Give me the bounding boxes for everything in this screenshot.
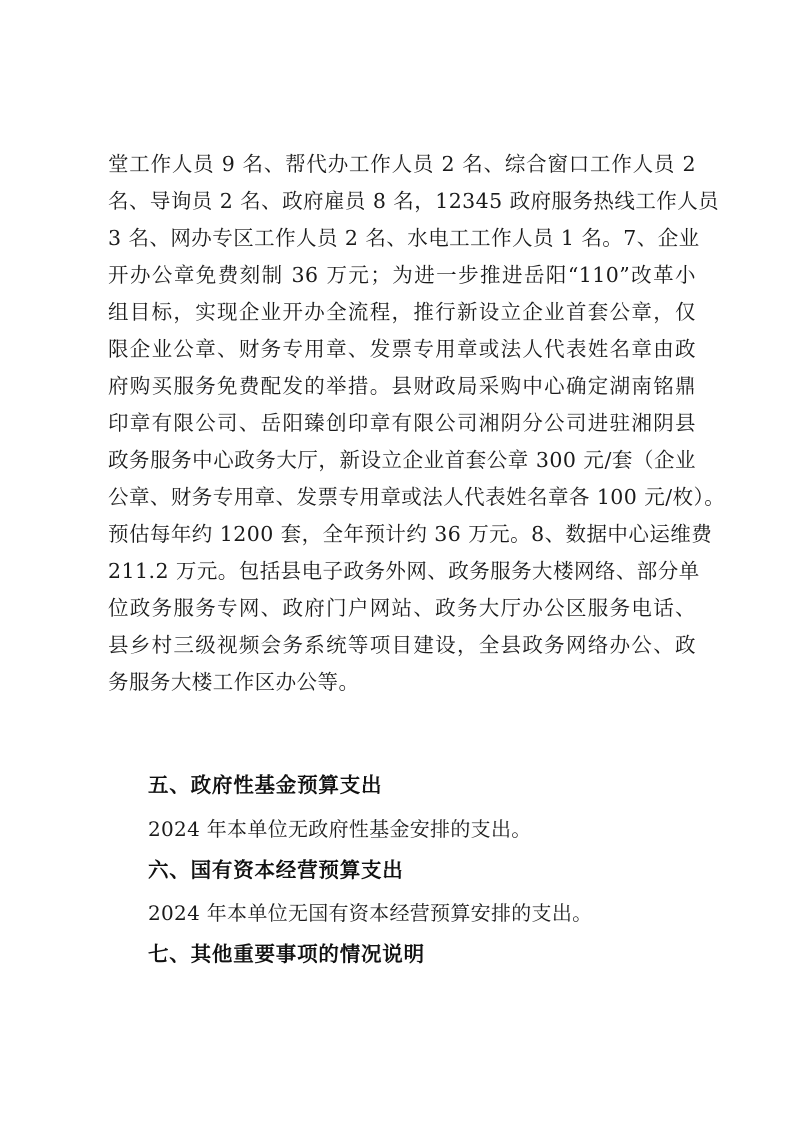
text-line: 堂工作人员 9 名、帮代办工作人员 2 名、综合窗口工作人员 2 [108, 152, 696, 176]
section-paragraph-6: 2024 年本单位无国有资本经营预算安排的支出。 [148, 901, 593, 925]
section-heading-5: 五、政府性基金预算支出 [148, 773, 383, 797]
text-line: 务服务大楼工作区办公等。 [108, 670, 360, 694]
text-line: 县乡村三级视频会务系统等项目建设，全县政务网络办公、政 [108, 633, 696, 657]
text-line: 府购买服务免费配发的举措。县财政局采购中心确定湖南铭鼎 [108, 374, 696, 398]
text-line: 211.2 万元。包括县电子政务外网、政务服务大楼网络、部分单 [108, 559, 700, 583]
text-line: 3 名、网办专区工作人员 2 名、水电工工作人员 1 名。7、企业 [108, 226, 700, 250]
section-paragraph-5: 2024 年本单位无政府性基金安排的支出。 [148, 817, 532, 841]
text-line: 组目标，实现企业开办全流程，推行新设立企业首套公章，仅 [108, 300, 696, 324]
section-heading-7: 七、其他重要事项的情况说明 [148, 942, 425, 966]
text-line: 限企业公章、财务专用章、发票专用章或法人代表姓名章由政 [108, 337, 696, 361]
text-line: 政务服务中心政务大厅，新设立企业首套公章 300 元/套（企业 [108, 448, 696, 472]
text-line: 公章、财务专用章、发票专用章或法人代表姓名章各 100 元/枚）。 [108, 485, 726, 509]
section-heading-6: 六、国有资本经营预算支出 [148, 858, 404, 882]
text-line: 预估每年约 1200 套，全年预计约 36 万元。8、数据中心运维费 [108, 522, 713, 546]
text-line: 印章有限公司、岳阳臻创印章有限公司湘阴分公司进驻湘阴县 [108, 411, 696, 435]
text-line: 开办公章免费刻制 36 万元；为进一步推进岳阳“110”改革小 [108, 263, 696, 287]
continuation-paragraph [108, 146, 726, 701]
text-line: 名、导询员 2 名、政府雇员 8 名，12345 政府服务热线工作人员 [108, 189, 720, 213]
text-line: 位政务服务专网、政府门户网站、政务大厅办公区服务电话、 [108, 596, 696, 620]
